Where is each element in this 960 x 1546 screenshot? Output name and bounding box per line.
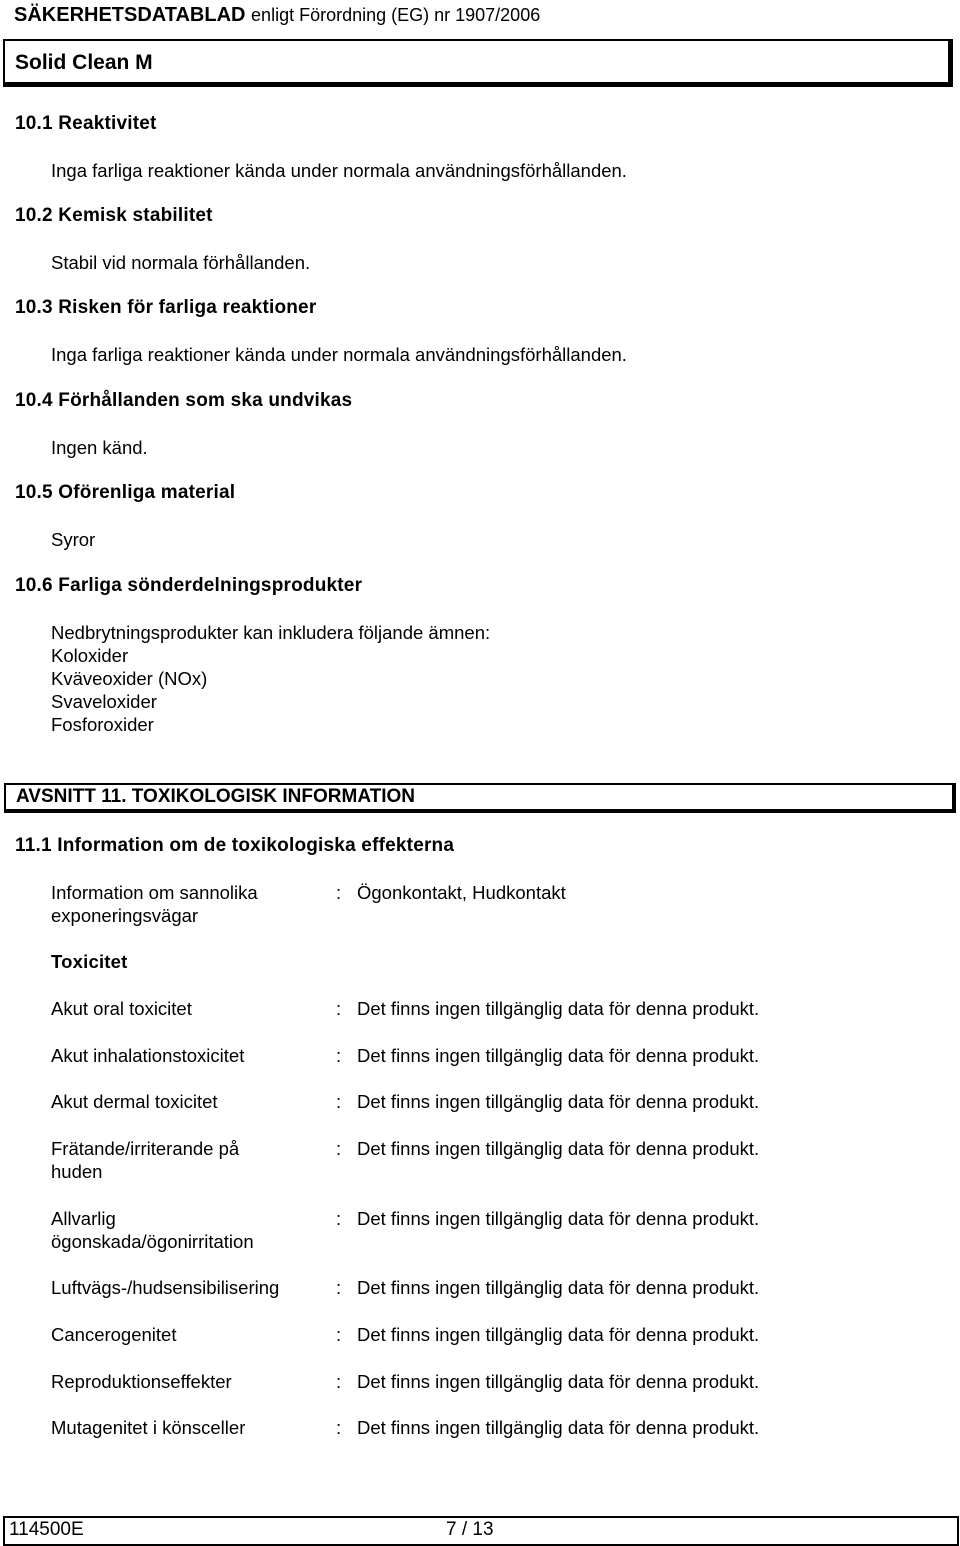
list-item: Kväveoxider (NOx) [51, 668, 208, 689]
toxicity-row-colon: : [336, 1277, 342, 1298]
toxicity-row-colon: : [336, 1045, 342, 1066]
footer-document-id: 114500E [9, 1519, 84, 1540]
heading-11-1: 11.1 Information om de toxikologiska effekterna [15, 835, 455, 856]
heading-10-6: 10.6 Farliga sönderdelningsprodukter [15, 575, 363, 596]
row-label-line: Luftvägs-/hudsensibilisering [51, 1277, 280, 1298]
list-item: Fosforoxider [51, 714, 154, 735]
toxicity-row-colon: : [336, 1091, 342, 1112]
toxicity-row-value: Det finns ingen tillgänglig data för denna produkt. [357, 1371, 760, 1392]
document-title-regulation: enligt Förordning (EG) nr 1907/2006 [251, 5, 541, 25]
document-title-main: SÄKERHETSDATABLAD [14, 4, 246, 26]
toxicity-row-label [51, 1044, 244, 1067]
toxicity-row-label [51, 1323, 176, 1346]
row-label-line: Reproduktionseffekter [51, 1371, 232, 1392]
row-label-line: Allvarlig [51, 1208, 116, 1229]
toxicity-row-label [51, 1207, 254, 1253]
list-item: Koloxider [51, 645, 129, 666]
toxicity-row-value: Det finns ingen tillgänglig data för denna produkt. [357, 1277, 760, 1298]
toxicity-row-colon: : [336, 998, 342, 1019]
exposure-colon: : [336, 882, 342, 903]
list-item: Svaveloxider [51, 691, 157, 712]
heading-10-2: 10.2 Kemisk stabilitet [15, 205, 213, 226]
text-10-5: Syror [51, 529, 96, 550]
text-10-1: Inga farliga reaktioner kända under normala användningsförhållanden. [51, 160, 627, 181]
toxicity-row-value: Det finns ingen tillgänglig data för denna produkt. [357, 1091, 760, 1112]
toxicity-row-value: Det finns ingen tillgänglig data för denna produkt. [357, 1324, 760, 1345]
heading-10-4: 10.4 Förhållanden som ska undvikas [15, 390, 353, 411]
toxicity-row-value: Det finns ingen tillgänglig data för denna produkt. [357, 1045, 760, 1066]
toxicity-heading: Toxicitet [51, 951, 128, 972]
toxicity-row-value: Det finns ingen tillgänglig data för denna produkt. [357, 1138, 760, 1159]
exposure-value: Ögonkontakt, Hudkontakt [357, 882, 566, 903]
toxicity-row-label [51, 1090, 218, 1113]
toxicity-row-colon: : [336, 1417, 342, 1438]
toxicity-row-value: Det finns ingen tillgänglig data för denna produkt. [357, 1417, 760, 1438]
row-label-line: Cancerogenitet [51, 1324, 177, 1345]
toxicity-row-colon: : [336, 1324, 342, 1345]
row-label-line: Mutagenitet i könsceller [51, 1417, 246, 1438]
toxicity-row-colon: : [336, 1208, 342, 1229]
row-label-line: ögonskada/ögonirritation [51, 1231, 254, 1252]
toxicity-row-label [51, 1370, 232, 1393]
toxicity-row-label [51, 1276, 279, 1299]
decomposition-products-list [51, 621, 490, 736]
document-title [14, 4, 540, 27]
text-10-3: Inga farliga reaktioner kända under normala användningsförhållanden. [51, 344, 627, 365]
text-10-4: Ingen känd. [51, 437, 148, 458]
section-11-title: AVSNITT 11. TOXIKOLOGISK INFORMATION [16, 786, 416, 807]
row-label-line: Akut oral toxicitet [51, 998, 192, 1019]
row-label-line: Akut inhalationstoxicitet [51, 1045, 245, 1066]
row-label-line: huden [51, 1161, 103, 1182]
product-name: Solid Clean M [15, 51, 153, 74]
heading-10-1: 10.1 Reaktivitet [15, 113, 157, 134]
exposure-label-line2: exponeringsvägar [51, 905, 199, 926]
row-label-line: Akut dermal toxicitet [51, 1091, 218, 1112]
toxicity-row-label [51, 997, 192, 1020]
toxicity-row-label [51, 1137, 239, 1183]
heading-10-3: 10.3 Risken för farliga reaktioner [15, 297, 317, 318]
text-10-2: Stabil vid normala förhållanden. [51, 252, 311, 273]
exposure-label-line1: Information om sannolika [51, 882, 258, 903]
toxicity-row-label [51, 1416, 245, 1439]
exposure-label [51, 881, 258, 927]
footer-page-number: 7 / 13 [446, 1519, 494, 1540]
toxicity-row-value: Det finns ingen tillgänglig data för denna produkt. [357, 998, 760, 1019]
row-label-line: Frätande/irriterande på [51, 1138, 240, 1159]
heading-10-5: 10.5 Oförenliga material [15, 482, 236, 503]
toxicity-row-colon: : [336, 1371, 342, 1392]
toxicity-row-value: Det finns ingen tillgänglig data för denna produkt. [357, 1208, 760, 1229]
toxicity-row-colon: : [336, 1138, 342, 1159]
list-item: Nedbrytningsprodukter kan inkludera följande ämnen: [51, 622, 491, 643]
